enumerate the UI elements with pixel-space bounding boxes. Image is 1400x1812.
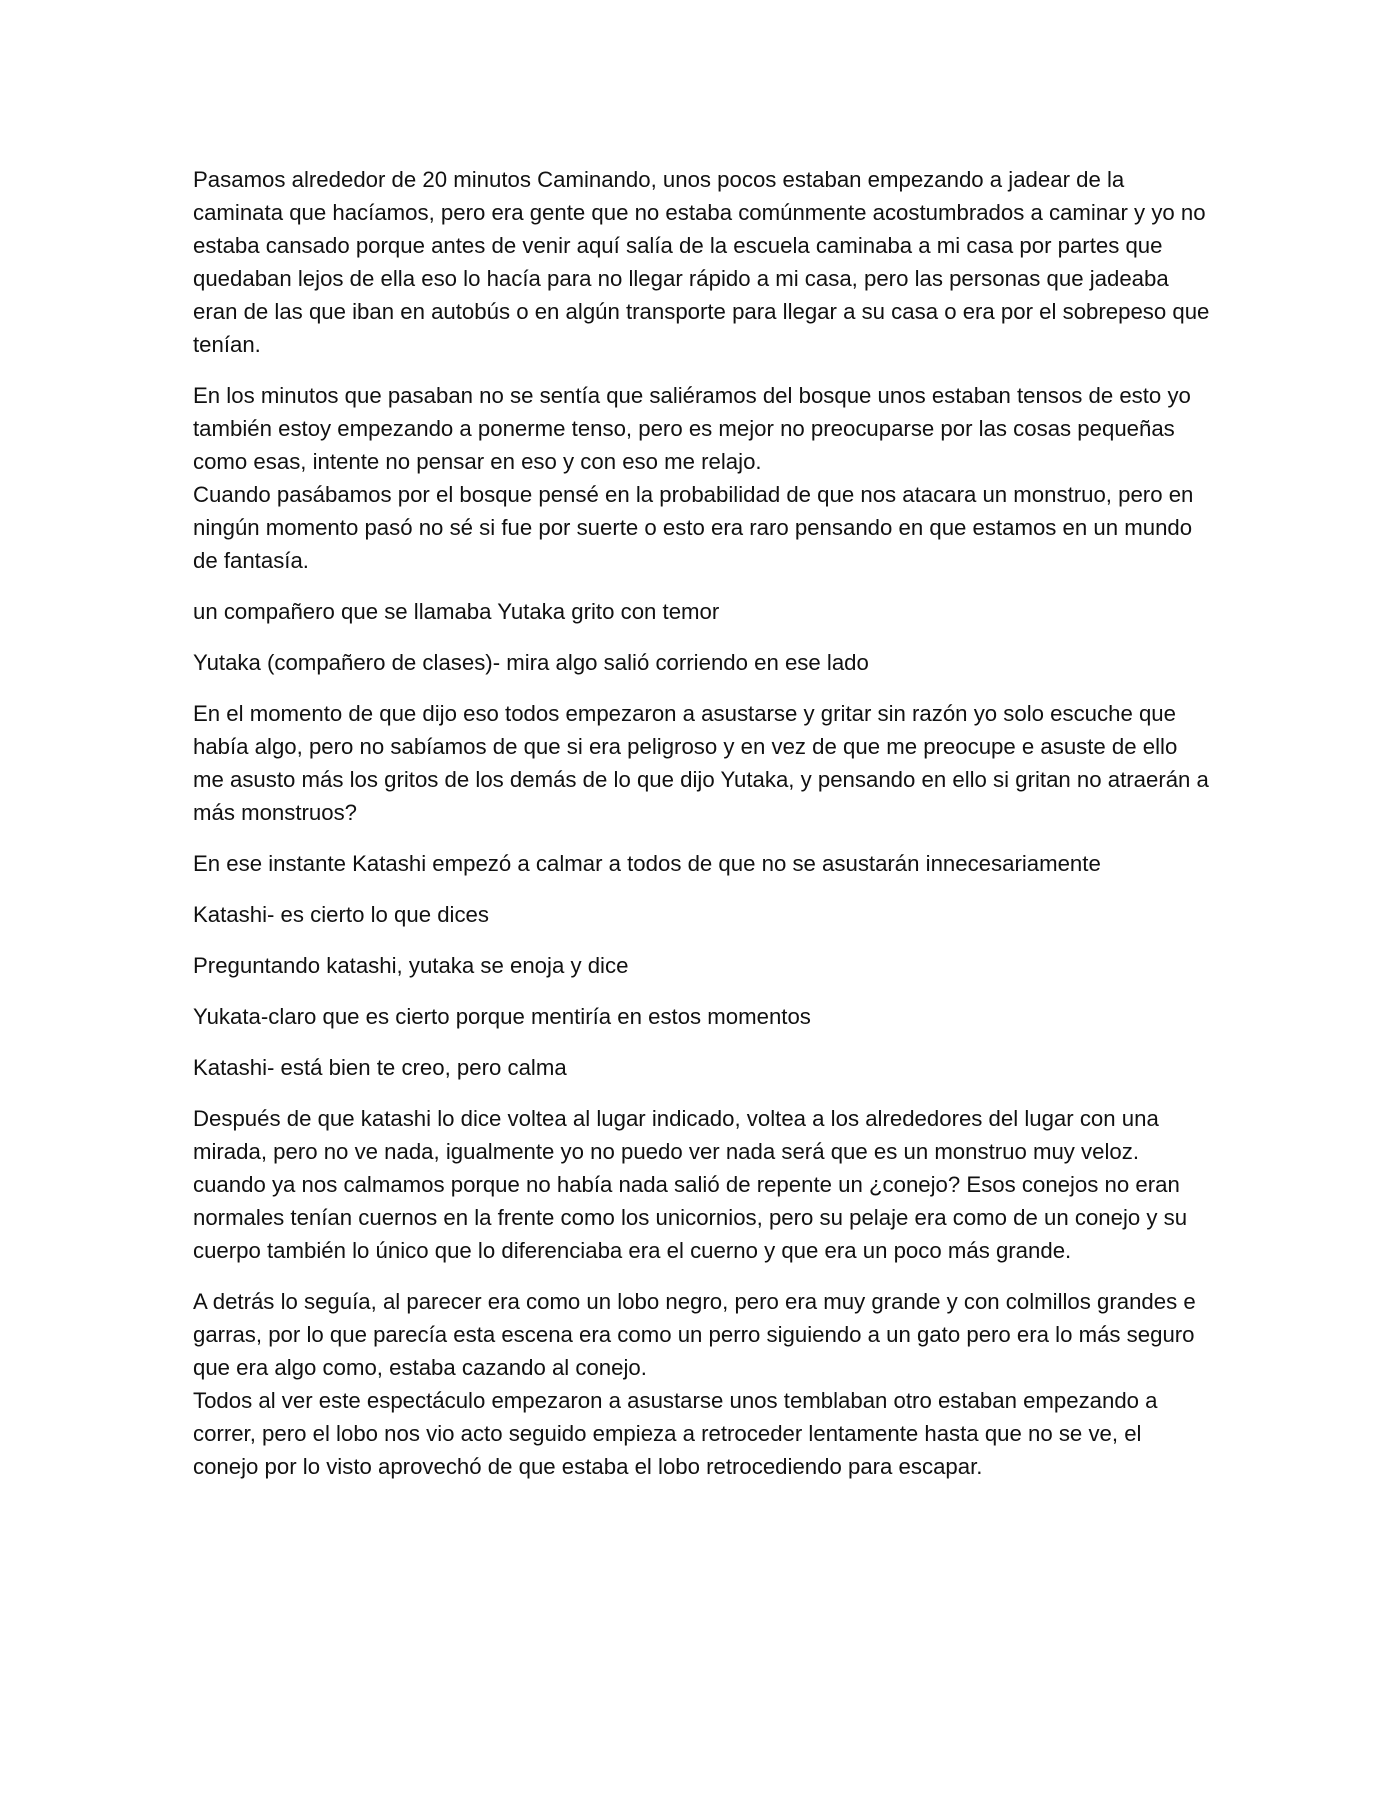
document-body: [193, 163, 1213, 1483]
paragraph: Cuando pasábamos por el bosque pensé en la probabilidad de que nos atacara un monstruo, pero en ningún momento pasó no sé si fue por suerte o esto era raro pensando en que estamos en un mundo de fantasía.: [193, 482, 1194, 573]
dialogue-line: Katashi- es cierto lo que dices: [193, 902, 489, 927]
paragraph: En el momento de que dijo eso todos empezaron a asustarse y gritar sin razón yo solo escuche que había algo, pero no sabíamos de que si era peligroso y en vez de que me preocupe e asuste de ello me asusto más los gritos de los demás de lo que dijo Yutaka, y pensando en ello si gritan no atraerán a más monstruos?: [193, 701, 1209, 825]
dialogue-line: Yutaka (compañero de clases)- mira algo salió corriendo en ese lado: [193, 650, 869, 675]
dialogue-line: Katashi- está bien te creo, pero calma: [193, 1055, 567, 1080]
paragraph: A detrás lo seguía, al parecer era como un lobo negro, pero era muy grande y con colmillos grandes e garras, por lo que parecía esta escena era como un perro siguiendo a un gato pero era lo más seguro que era algo como, estaba cazando al conejo.: [193, 1289, 1196, 1380]
paragraph: En los minutos que pasaban no se sentía que saliéramos del bosque unos estaban tensos de esto yo también estoy empezando a ponerme tenso, pero es mejor no preocuparse por las cosas pequeñas como esas, intente no pensar en eso y con eso me relajo.: [193, 383, 1191, 474]
paragraph: Pasamos alrededor de 20 minutos Caminando, unos pocos estaban empezando a jadear de la caminata que hacíamos, pero era gente que no estaba comúnmente acostumbrados a caminar y yo no estaba cansado porque antes de venir aquí salía de la escuela caminaba a mi casa por partes que quedaban lejos de ella eso lo hacía para no llegar rápido a mi casa, pero las personas que jadeaba eran de las que iban en autobús o en algún transporte para llegar a su casa o era por el sobrepeso que tenían.: [193, 167, 1210, 357]
paragraph: Todos al ver este espectáculo empezaron a asustarse unos temblaban otro estaban empezando a correr, pero el lobo nos vio acto seguido empieza a retroceder lentamente hasta que no se ve, el conejo por lo visto aprovechó de que estaba el lobo retrocediendo para escapar.: [193, 1388, 1158, 1479]
paragraph: Después de que katashi lo dice voltea al lugar indicado, voltea a los alrededores del lugar con una mirada, pero no ve nada, igualmente yo no puedo ver nada será que es un monstruo muy veloz. cuando ya nos calmamos porque no había nada salió de repente un ¿conejo? Esos conejos no eran normales tenían cuernos en la frente como los unicornios, pero su pelaje era como de un conejo y su cuerpo también lo único que lo diferenciaba era el cuerno y que era un poco más grande.: [193, 1106, 1188, 1263]
paragraph: Preguntando katashi, yutaka se enoja y dice: [193, 953, 629, 978]
paragraph: En ese instante Katashi empezó a calmar a todos de que no se asustarán innecesariamente: [193, 851, 1101, 876]
dialogue-line: Yukata-claro que es cierto porque mentiría en estos momentos: [193, 1004, 811, 1029]
paragraph: un compañero que se llamaba Yutaka grito con temor: [193, 599, 720, 624]
